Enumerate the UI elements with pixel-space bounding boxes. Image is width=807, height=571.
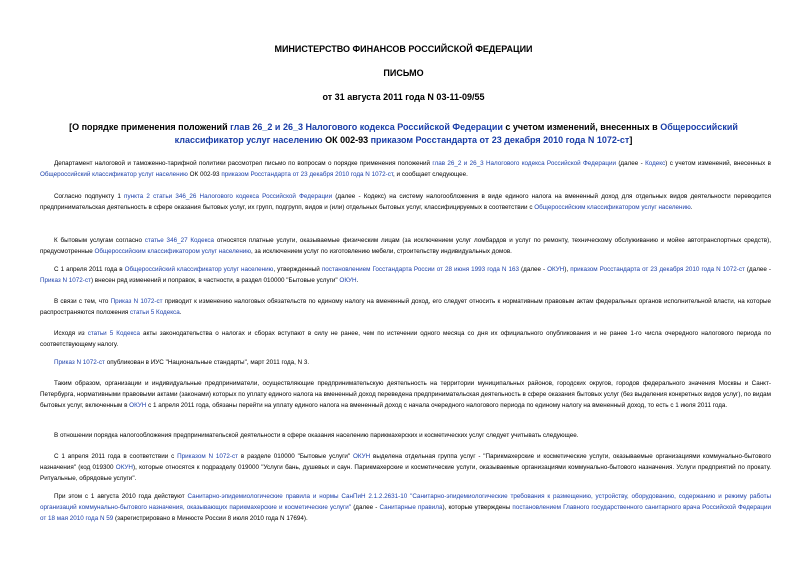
paragraph-text: ) с учетом изменений, внесенных в (665, 160, 772, 167)
paragraph-text: В отношении порядка налогообложения предпринимательской деятельности в сфере оказания населению парикмахерских и косметических услуг следует учитывать следующее. (54, 432, 579, 439)
paragraph-4 (40, 264, 771, 286)
paragraph-1 (40, 158, 771, 180)
paragraph-text: приводит к изменению налоговых обязательств по единому налогу на вмененный доход, его следует относить к нормативным правовым актам федеральных органов исполнительной власти, на которые распространяются положения (40, 298, 771, 316)
paragraph-text: ), которые относятся к подразделу 019000 "Услуги бань, душевых и саун. Парикмахерские и косметические услуги, оказываемые организациями коммунально-бытового назначения. Услуги предприятий по прокату. Ритуальные, обрядовые услуги". (40, 464, 772, 482)
link-okun[interactable]: Общероссийским классификатором услуг населению (94, 248, 252, 255)
paragraph-text: , за исключением услуг по изготовлению мебели, строительству индивидуальных домов. (251, 248, 512, 255)
paragraph-text: К бытовым услугам согласно (54, 237, 145, 244)
document-date-number: от 31 августа 2011 года N 03-11-09/55 (322, 92, 485, 102)
paragraph-text: , утвержденный (273, 266, 322, 273)
paragraph-text: (далее - (615, 160, 646, 167)
paragraph-text: . (690, 204, 693, 211)
paragraph-text: ОК 002-93 (187, 171, 222, 178)
title-text: ] (629, 135, 633, 145)
paragraph-text: (зарегистрировано в Минюсте России 8 июля 2010 года N 17694). (113, 515, 308, 522)
document-title (60, 121, 747, 147)
title-link-chapters[interactable]: глав 26_2 и 26_3 Налогового кодекса Российской Федерации (230, 122, 503, 132)
link-sanpin[interactable]: Санитарно-эпидемиологические правила и нормы СанПиН 2.1.2.2631-10 "Санитарно-эпидемиологические требования к размещению, устройству, оборудованию, содержанию и режиму работы организаций коммунально-бытового назначения, оказывающих парикмахерские и косметические услуги" (40, 493, 771, 511)
paragraph-text: (далее - (351, 504, 380, 511)
paragraph-11 (40, 491, 771, 524)
paragraph-text: относятся платные услуги, оказываемые физическим лицам (за исключением услуг ломбардов и услуг по ремонту, техническому обслуживанию и мойке автотранспортных средств), предусмотренные (40, 237, 771, 255)
paragraph-text: . (179, 309, 182, 316)
paragraph-7 (40, 357, 771, 368)
paragraph-text: (далее - (744, 266, 772, 273)
title-text: [О порядке применения положений (69, 122, 231, 132)
link-article-5[interactable]: статьи 5 Кодекса (87, 330, 140, 337)
link-okun[interactable]: Общероссийский классификатор услуг населению (124, 266, 274, 273)
title-link-okun[interactable]: Общероссийский классификатор услуг населению (174, 122, 738, 145)
link-order-1072-short[interactable]: Приказом N 1072-ст (177, 453, 239, 460)
paragraph-text: опубликован в ИУС "Национальные стандарты", март 2011 года, N 3. (104, 359, 310, 366)
paragraph-text: В связи с тем, что (54, 298, 111, 305)
title-text: ОК 002-93 (322, 135, 371, 145)
paragraph-9 (40, 430, 771, 441)
link-chief-sanitary-doctor-resolution[interactable]: постановлением Главного государственного санитарного врача Российской Федерации от 18 мая 2010 года N 59 (40, 504, 772, 522)
paragraph-2 (40, 191, 771, 213)
link-okun-short[interactable]: ОКУН (353, 453, 371, 460)
link-article-5[interactable]: статьи 5 Кодекса (130, 309, 180, 316)
paragraph-text: Исходя из (54, 330, 88, 337)
link-code[interactable]: Кодекс (645, 160, 666, 167)
paragraph-text: С 1 апреля 2011 года в соответствии с (54, 453, 178, 460)
paragraph-text: С 1 апреля 2011 года в (54, 266, 125, 273)
paragraph-8 (40, 378, 771, 411)
link-okun[interactable]: Общероссийский классификатор услуг населению (40, 171, 188, 178)
link-okun-short[interactable]: ОКУН (129, 402, 147, 409)
paragraph-text: Таким образом, организации и индивидуальные предприниматели, осуществляющие предпринимательскую деятельность на территории муниципальных районов, городских округов, городов федерального значения Москвы и Санкт-Петербурга, нормативными правовыми актами (законами) которых по уплату единого налога на вмененный доход переведена предпринимательская деятельность в сфере оказания бытовых услуг (без выделения конкретных видов услуг), по видам бытовых услуг, включенным в (40, 380, 771, 409)
paragraph-text: ), (564, 266, 571, 273)
paragraph-text: выделена отдельная группа услуг - "Парикмахерские и косметические услуги, оказываемые организациями коммунально-бытового назначения" (код 019300 (40, 453, 771, 471)
paragraph-text: акты законодательства о налогах и сборах вступают в силу не ранее, чем по истечении одного месяца со дня их официального опубликования и не ранее 1-го числа очередного налогового периода по соответствующему налогу. (40, 330, 771, 348)
link-order-1072-short[interactable]: Приказ N 1072-ст (40, 277, 91, 284)
link-okun-short[interactable]: ОКУН (115, 464, 133, 471)
link-okun-short[interactable]: ОКУН (339, 277, 357, 284)
link-sanitary-rules[interactable]: Санитарные правила (379, 504, 443, 511)
paragraph-text: ), которые утверждены (442, 504, 513, 511)
paragraph-text: ) внесен ряд изменений и поправок, в частности, в раздел 010000 "Бытовые услуги" (90, 277, 340, 284)
link-chapters[interactable]: глав 26_2 и 26_3 Налогового кодекса Российской Федерации (432, 160, 616, 167)
link-article-346-27[interactable]: статье 346_27 Кодекса (144, 237, 215, 244)
paragraph-10 (40, 451, 771, 484)
paragraph-5 (40, 296, 771, 318)
link-okun-short[interactable]: ОКУН (547, 266, 565, 273)
link-gosstandart-resolution[interactable]: постановлением Госстандарта России от 28 июня 1993 года N 163 (321, 266, 520, 273)
paragraph-6 (40, 328, 771, 350)
link-order-1072-short[interactable]: Приказ N 1072-ст (54, 359, 105, 366)
paragraph-3 (40, 235, 771, 257)
paragraph-text: в разделе 010000 "Бытовые услуги" (238, 453, 354, 460)
paragraph-text: , и сообщает следующее. (393, 171, 468, 178)
link-article-346-26[interactable]: пункта 2 статьи 346_26 Налогового кодекса Российской Федерации (124, 193, 333, 200)
document-type: ПИСЬМО (383, 68, 424, 78)
paragraph-text: . (356, 277, 359, 284)
link-okun[interactable]: Общероссийским классификатором услуг населению (534, 204, 691, 211)
paragraph-text: При этом с 1 августа 2010 года действуют (54, 493, 188, 500)
title-text: с учетом изменений, внесенных в (502, 122, 661, 132)
title-link-order[interactable]: приказом Росстандарта от 23 декабря 2010 года N 1072-ст (370, 135, 630, 145)
paragraph-text: Согласно подпункту 1 (54, 193, 125, 200)
paragraph-text: (далее - (519, 266, 548, 273)
paragraph-text: (далее - Кодекс) на систему налогообложения в виде единого налога на вмененный доход для отдельных видов деятельности переводится предпринимательская деятельность в сфере оказания бытовых услуг, их групп, подгрупп, видов и (или) отдельных бытовых услуг, классифицируемых в соответствии с (40, 193, 771, 211)
paragraph-text: Департамент налоговой и таможенно-тарифной политики рассмотрел письмо по вопросам о порядке применения положений (54, 160, 433, 167)
link-order-1072[interactable]: приказом Росстандарта от 23 декабря 2010 года N 1072-ст (221, 171, 394, 178)
paragraph-text: с 1 апреля 2011 года, обязаны перейти на уплату единого налога на вмененный доход с начала очередного налогового периода по единому налогу на вмененный доход, то есть с 1 июля 2011 года. (146, 402, 728, 409)
ministry-heading: МИНИСТЕРСТВО ФИНАНСОВ РОССИЙСКОЙ ФЕДЕРАЦИИ (274, 44, 533, 54)
link-order-1072[interactable]: приказом Росстандарта от 23 декабря 2010 года N 1072-ст (570, 266, 745, 273)
link-order-1072-short[interactable]: Приказ N 1072-ст (110, 298, 163, 305)
